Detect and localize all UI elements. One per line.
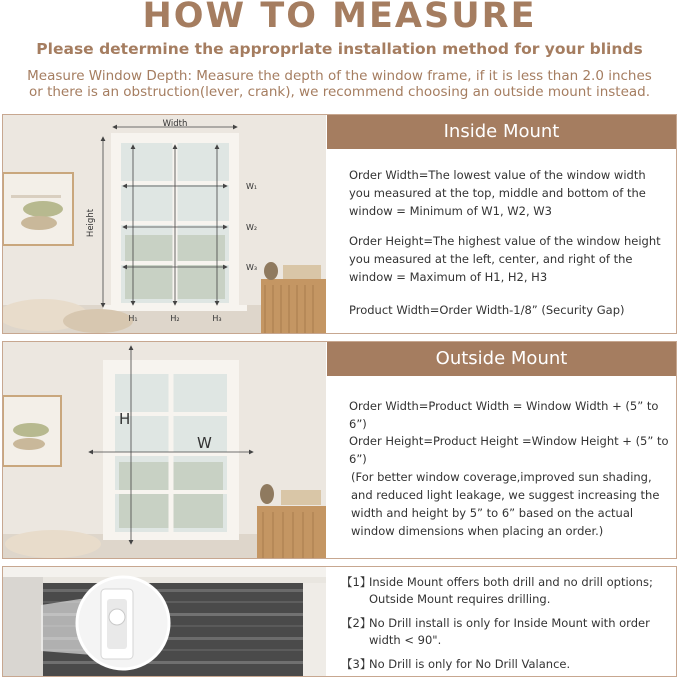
note-marker: 【2】 — [341, 616, 372, 630]
h2-label: H₂ — [170, 314, 180, 323]
text-line: No Drill is only for No Drill Valance. — [369, 657, 571, 671]
text-line: you measured at the left, center, and right of the — [349, 252, 633, 266]
text-line: window = Maximum of H1, H2, H3 — [349, 270, 548, 284]
inside-order-width — [349, 166, 674, 220]
page-subtitle: Please determine the approprlate installation method for your blinds — [36, 40, 643, 58]
text-line: width < 90". — [369, 633, 442, 647]
inside-mount-diagram — [3, 115, 326, 333]
text-line: (For better window coverage,improved sun shading, — [351, 470, 652, 484]
depth-note-line: Measure Window Depth: Measure the depth of the window frame, if it is less than 2.0 inches — [27, 68, 652, 84]
w-label: W — [197, 434, 212, 452]
inside-product-width: Product Width=Order Width-1/8” (Security Gap) — [349, 303, 625, 317]
outside-order-width: Order Width=Product Width = Window Width + (5” to 6”) — [349, 399, 659, 431]
note-marker: 【3】 — [341, 657, 372, 671]
w2-label: W₂ — [246, 223, 258, 232]
note-text — [369, 574, 653, 608]
text-line: and reduced light leakage, we suggest increasing the — [351, 488, 660, 502]
text-line: Order Width=The lowest value of the window width — [349, 168, 646, 182]
page-title: HOW TO MEASURE — [142, 0, 537, 36]
notes-list — [341, 574, 676, 673]
text-line: window = Minimum of W1, W2, W3 — [349, 204, 552, 218]
depth-note-line: or there is an obstruction(lever, crank), we recommend choosing an outside mount instead. — [28, 84, 651, 100]
outside-order-height: Order Height=Product Height =Window Height + (5” to 6”) — [349, 434, 669, 466]
depth-note — [8, 68, 671, 100]
outside-mount-diagram — [3, 342, 326, 558]
outside-mount-heading: Outside Mount — [327, 342, 676, 376]
outside-mount-photo — [3, 342, 326, 558]
text-line: width and height by 5” to 6” based on the actual — [351, 506, 634, 520]
w3-label: W₃ — [246, 263, 258, 272]
w1-label: W₁ — [246, 182, 258, 191]
blind-closeup-photo — [3, 567, 326, 676]
height-label: Height — [86, 208, 96, 238]
note-marker: 【1】 — [341, 575, 372, 589]
list-item — [341, 656, 676, 673]
outside-mount-note — [351, 468, 676, 540]
blind-closeup-image — [3, 567, 326, 676]
text-line: Order Height=The highest value of the window height — [349, 234, 661, 248]
h-label: H — [119, 410, 131, 428]
h1-label: H₁ — [128, 314, 138, 323]
list-item — [341, 574, 676, 608]
text-line: you measured at the top, middle and bottom of the — [349, 186, 646, 200]
text-line: Inside Mount offers both drill and no drill options; — [369, 575, 653, 589]
text-line: window dimensions when placing an order.) — [351, 524, 604, 538]
text-line: No Drill install is only for Inside Mount with order — [369, 616, 650, 630]
text-line: Outside Mount requires drilling. — [369, 592, 551, 606]
note-text — [369, 656, 570, 673]
h3-label: H₃ — [212, 314, 222, 323]
list-item — [341, 615, 676, 649]
inside-order-height — [349, 232, 674, 286]
width-label: Width — [162, 119, 188, 129]
note-text — [369, 615, 650, 649]
inside-mount-heading: Inside Mount — [327, 115, 676, 149]
inside-mount-photo — [3, 115, 326, 333]
